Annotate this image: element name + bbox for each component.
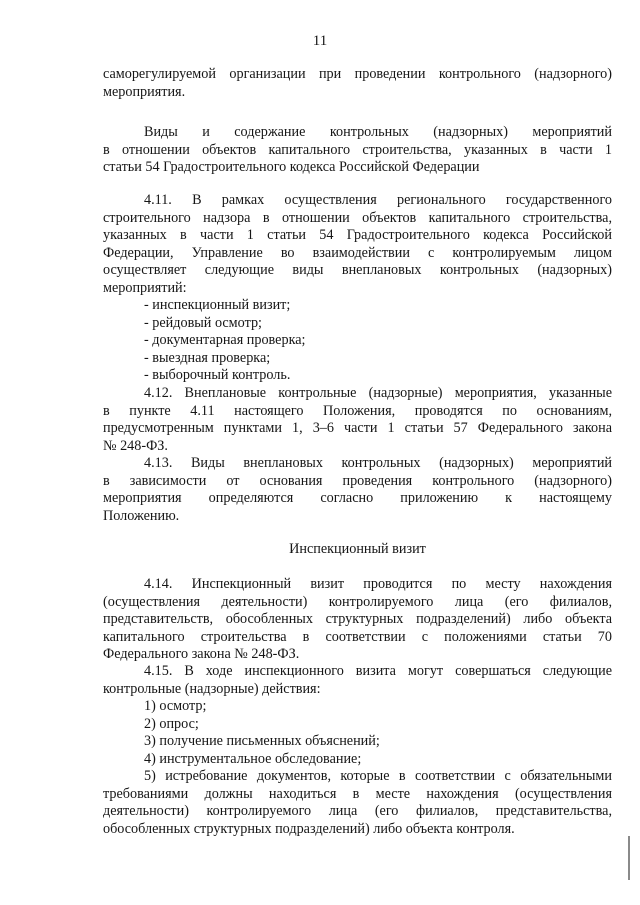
- text-line: 4.14. Инспекционный визит проводится по месту нахождения: [144, 576, 612, 592]
- text-line: строительного надзора в отношении объектов капитального строительства,: [103, 209, 612, 226]
- heading-line: Виды и содержание контрольных (надзорных) мероприятий: [144, 124, 612, 140]
- paragraph-4-15: [103, 663, 612, 838]
- list-item: 4) инструментальное обследование;: [144, 750, 362, 767]
- text-line: в зависимости от основания проведения контрольного (надзорного): [103, 472, 612, 489]
- text-line: контрольные (надзорные) действия:: [103, 680, 321, 697]
- text-line: капитального строительства в соответствии с положениями статьи 70: [103, 628, 612, 645]
- list-item: 1) осмотр;: [144, 698, 207, 714]
- subheading-inspection-visit: Инспекционный визит: [289, 541, 426, 557]
- list-item: - документарная проверка;: [144, 332, 306, 348]
- heading-line: статьи 54 Градостроительного кодекса Российской Федерации: [103, 159, 480, 175]
- list-item: 2) опрос;: [144, 715, 199, 732]
- text-line: 4.11. В рамках осуществления регионального государственного: [144, 192, 612, 208]
- paragraph-4-14: [103, 576, 612, 664]
- text-line: Федерального закона № 248-ФЗ.: [103, 646, 300, 662]
- text-line: предусмотренным пунктами 1, 3–6 части 1 статьи 57 Федерального закона: [103, 420, 612, 436]
- text-line: (осуществления деятельности) контролируемого лица (его филиалов,: [103, 593, 612, 610]
- text-line: Положению.: [103, 507, 180, 524]
- text-line: мероприятия.: [103, 83, 186, 100]
- text-line: Федерации, Управление во взаимодействии с контролируемым лицом: [103, 244, 612, 261]
- paragraph-4-12: [103, 385, 612, 455]
- text-line: 4.15. В ходе инспекционного визита могут совершаться следующие: [144, 663, 612, 679]
- section-heading: [103, 124, 612, 177]
- text-line: указанных в части 1 статьи 54 Градостроительного кодекса Российской: [103, 227, 612, 243]
- heading-line: в отношении объектов капитального строительства, указанных в части 1: [103, 141, 612, 158]
- list-item: 3) получение письменных объяснений;: [144, 733, 380, 749]
- intro-continuation: [103, 66, 612, 101]
- text-line: в пункте 4.11 настоящего Положения, проводятся по основаниям,: [103, 402, 612, 419]
- list-item: - рейдовый осмотр;: [144, 314, 262, 331]
- text-line: деятельности) контролируемого лица (его филиалов, представительства,: [103, 803, 612, 819]
- text-line: мероприятия определяются согласно приложению к настоящему: [103, 490, 612, 506]
- paragraph-4-13: [103, 455, 612, 525]
- page-number: 11: [312, 33, 328, 49]
- list-item: - выборочный контроль.: [144, 367, 291, 383]
- paragraph-4-11: [103, 192, 612, 385]
- text-line: мероприятий:: [103, 279, 187, 296]
- text-line: 5) истребование документов, которые в соответствии с обязательными: [144, 768, 612, 784]
- text-line: обособленных структурных подразделений) либо объекта контроля.: [103, 820, 515, 837]
- list-item: - выездная проверка;: [144, 349, 271, 366]
- text-line: представительств, обособленных структурных подразделений) либо объекта: [103, 611, 612, 627]
- text-line: требованиями должны находиться в месте нахождения (осуществления: [103, 785, 612, 802]
- text-line: саморегулируемой организации при проведении контрольного (надзорного): [103, 66, 612, 82]
- list-item: - инспекционный визит;: [144, 297, 291, 313]
- text-line: осуществляет следующие виды внеплановых контрольных (надзорных): [103, 262, 612, 278]
- text-line: 4.13. Виды внеплановых контрольных (надзорных) мероприятий: [144, 455, 612, 471]
- scan-edge-mark: [628, 836, 630, 880]
- text-line: 4.12. Внеплановые контрольные (надзорные) мероприятия, указанные: [144, 385, 612, 401]
- text-line: № 248-ФЗ.: [103, 437, 168, 454]
